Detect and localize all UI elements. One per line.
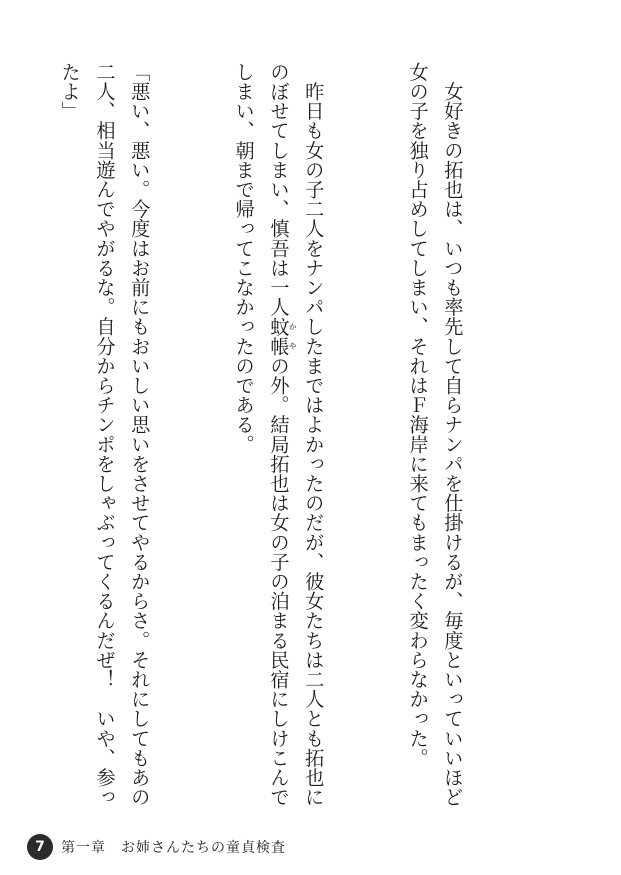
running-head-chapter-title: 第一章 お姉さんたちの童貞検査 bbox=[61, 840, 286, 856]
ruby-reading: かや bbox=[288, 316, 298, 357]
ruby-annotation: 蚊帳かや bbox=[267, 316, 298, 357]
page-number-badge bbox=[27, 834, 53, 860]
paragraph-2: 昨日も女の子二人をナンパしたまではよかったのだが、彼女たちは二人とも拓也に のぼせてしまい、慎吾は一人蚊帳かやの外。結局拓也は女の子の泊まる民宿にしけこんで しまい、朝まで帰ってこなかったのである。 bbox=[232, 62, 326, 807]
paragraph-1: 女好きの拓也は、いつも率先して自らナンパを仕掛けるが、毎度といっていいほど 女の子を独り占めしてしまい、それはＦ海岸に来てもまったく変わらなかった。 bbox=[406, 62, 465, 807]
page-footer bbox=[27, 832, 286, 862]
body-text bbox=[0, 62, 539, 807]
paragraph-3: 「悪い、悪い。今度はお前にもおいしい思いをさせてやるからさ。それにしてもあの 二人、相当遊んでやがるな。自分からチンポをしゃぶってくるんだぜ！ いや、参っ たよ」 bbox=[58, 62, 152, 807]
page-number: 7 bbox=[35, 839, 45, 855]
